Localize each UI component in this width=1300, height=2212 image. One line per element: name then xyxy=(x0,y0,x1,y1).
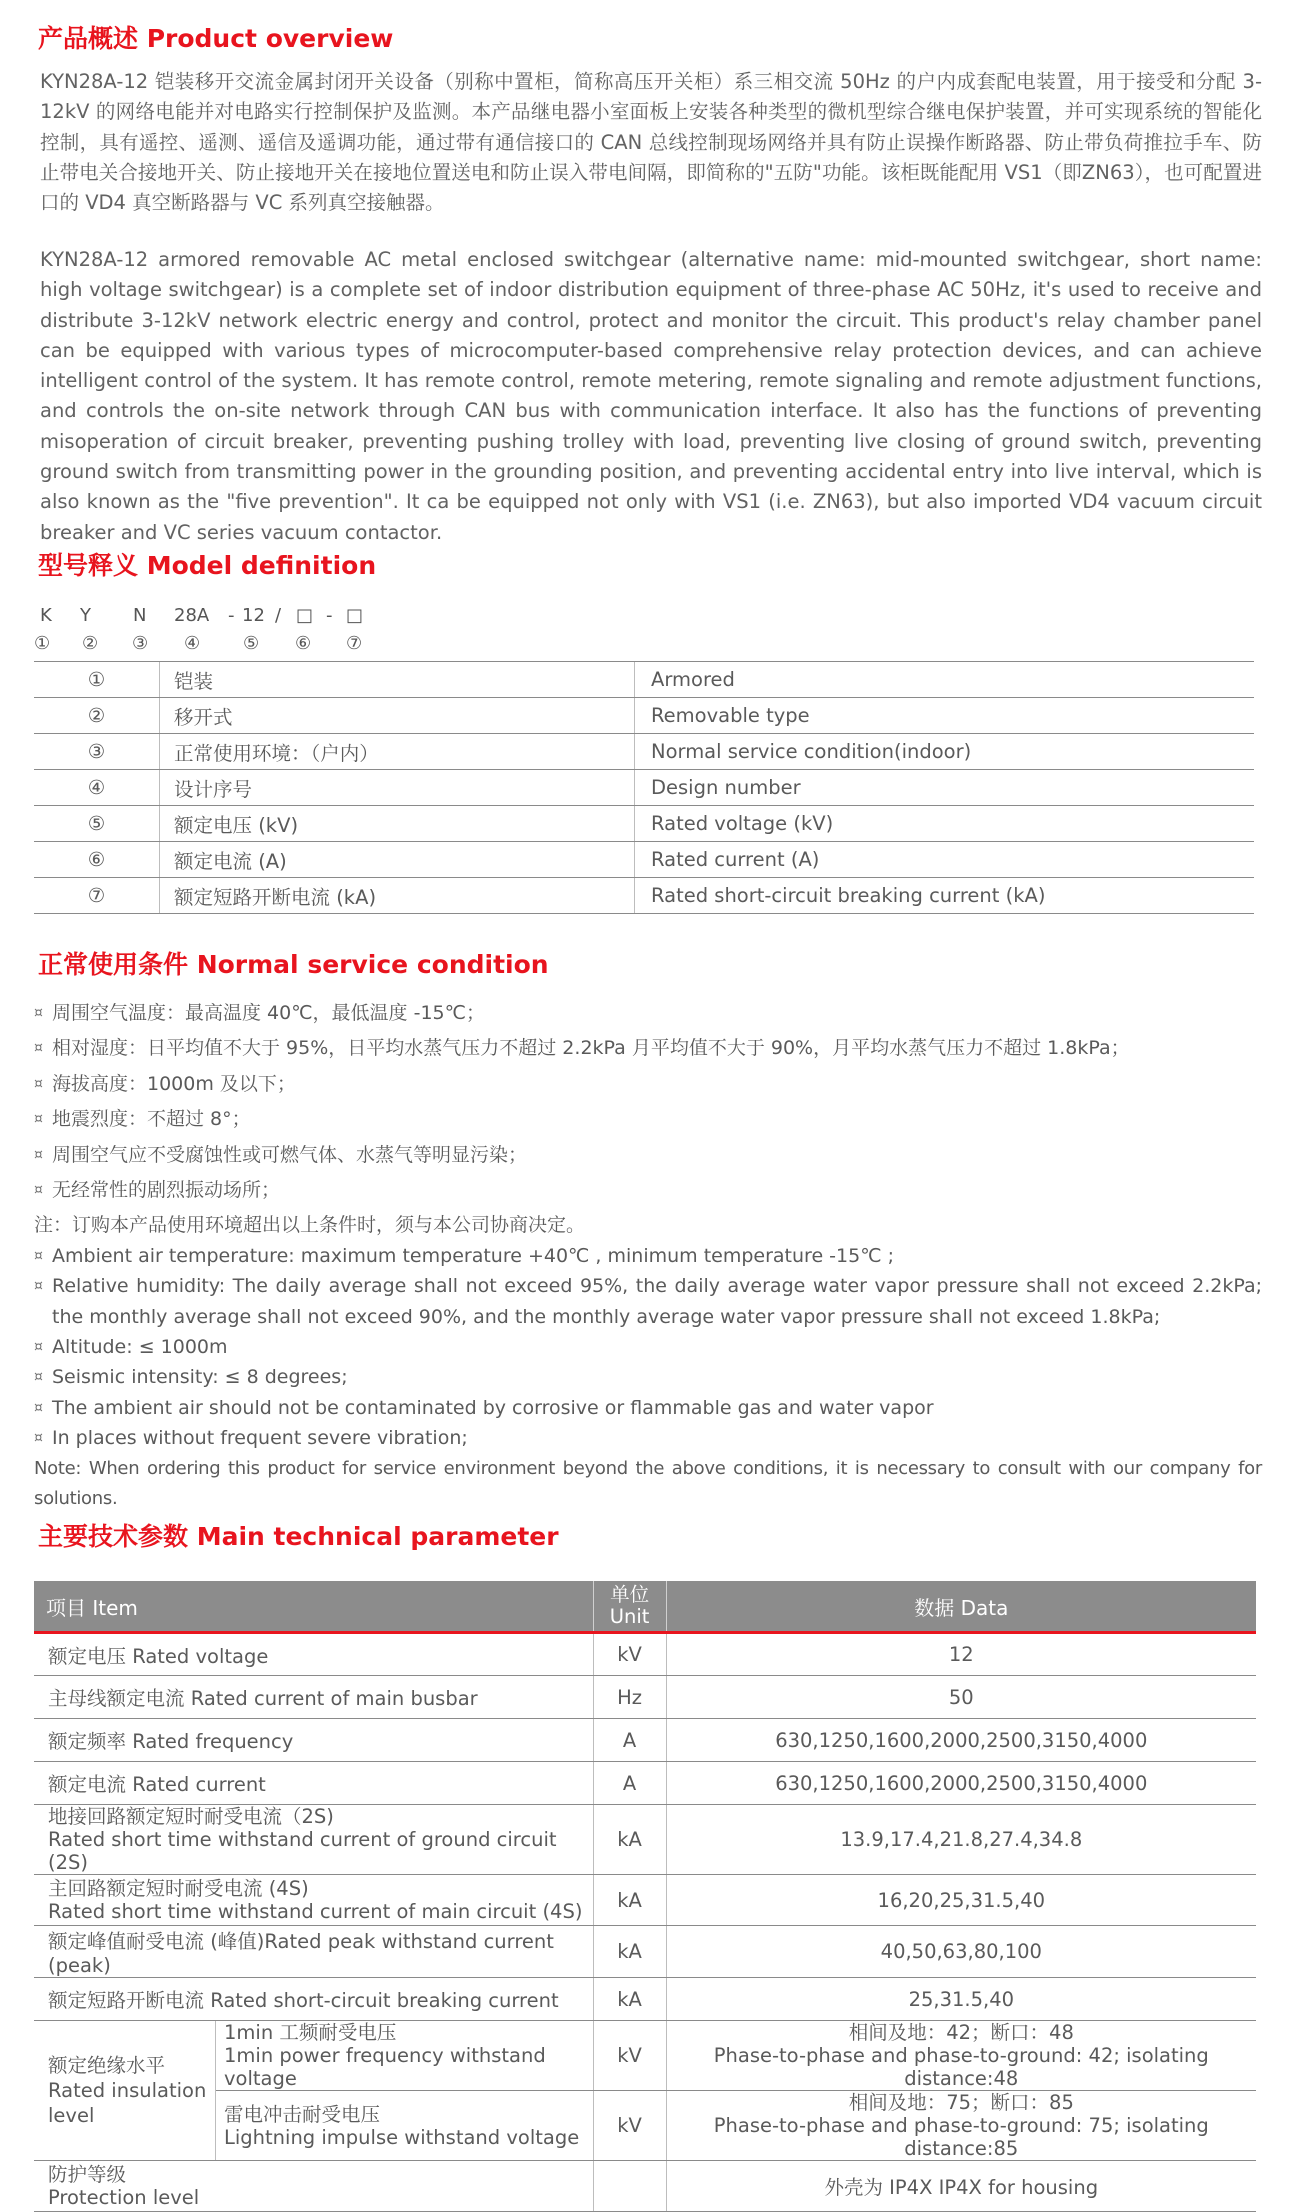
condition-text: The ambient air should not be contaminated by corrosive or flammable gas and water vapor xyxy=(52,1396,934,1419)
row-cn: 额定电压 (kV) xyxy=(160,806,635,841)
cell-unit: kA xyxy=(593,1926,666,1978)
bullet-icon: ¤ xyxy=(34,1339,43,1356)
table-row xyxy=(34,2021,1256,2091)
row-en: Design number xyxy=(651,776,801,799)
list-item xyxy=(34,1241,1262,1271)
code-part: □ xyxy=(296,605,314,626)
note-text: Note: When ordering this product for service environment beyond the above conditions, it is necessary to consult with our company for solutions. xyxy=(34,1457,1262,1510)
code-part: - xyxy=(228,605,235,626)
bullet-icon: ¤ xyxy=(34,1182,43,1199)
cell-data: 16,20,25,31.5,40 xyxy=(666,1875,1256,1926)
row-cn: 移开式 xyxy=(160,698,635,733)
header-data: 数据 Data xyxy=(666,1581,1256,1633)
overview-en-text: KYN28A-12 armored removable AC metal enclosed switchgear (alternative name: mid-mounted switchgear, short name: high voltage switchgear) is a complete set of indoor distribution equipment of three-phase AC 50Hz, it's used to receive and distribute 3-12kV network electric energy and control, protect and monitor the circuit. This product's relay chamber panel can be equipped with various types of microcomputer-based comprehensive relay protection devices, and can achieve intelligent control of the system. It has remote control, remote metering, remote signaling and remote adjustment functions, and controls the on-site network through CAN bus with communication interface. It also has the functions of preventing misoperation of circuit breaker, preventing pushing trolley with load, preventing live closing of ground switch, preventing ground switch from transmitting power in the grounding position, and preventing accidental entry into live interval, which is also known as the "five prevention". It ca be equipped not only with VS1 (i.e. ZN63), but also imported VD4 vacuum circuit breaker and VC series vacuum contactor. xyxy=(40,248,1262,544)
condition-note xyxy=(34,1210,1262,1240)
subitem-en: 1min power frequency withstand voltage xyxy=(224,2044,546,2090)
bullet-icon: ¤ xyxy=(34,1430,43,1447)
cell-data: 630,1250,1600,2000,2500,3150,4000 xyxy=(666,1719,1256,1762)
cell-item: 主母线额定电流 Rated current of main busbar xyxy=(34,1676,593,1719)
data-en: Phase-to-phase and phase-to-ground: 42; isolating distance:48 xyxy=(713,2044,1209,2090)
table-row xyxy=(34,1762,1256,1805)
cell-item: 额定电压 Rated voltage xyxy=(34,1633,593,1676)
table-row xyxy=(34,841,1254,877)
cell-item: 额定电流 Rated current xyxy=(34,1762,593,1805)
list-item xyxy=(34,1362,1262,1392)
cell-unit: kV xyxy=(593,2021,666,2091)
bullet-icon: ¤ xyxy=(34,1399,43,1416)
row-number: ② xyxy=(34,698,160,733)
header-item: 项目 Item xyxy=(34,1581,593,1633)
item-cn: 地接回路额定短时耐受电流（2S) xyxy=(48,1805,334,1828)
bullet-icon: ¤ xyxy=(34,1247,43,1264)
bullet-icon: ¤ xyxy=(34,1146,43,1163)
cell-data: 13.9,17.4,21.8,27.4,34.8 xyxy=(666,1805,1256,1875)
code-part: K xyxy=(40,605,52,626)
cell-data: 12 xyxy=(666,1633,1256,1676)
note-text: 注：订购本产品使用环境超出以上条件时，须与本公司协商决定。 xyxy=(34,1214,586,1237)
list-item xyxy=(34,1033,1262,1063)
cell-data: 50 xyxy=(666,1676,1256,1719)
code-part: □ xyxy=(346,605,364,626)
cell-data: 外壳为 IP4X IP4X for housing xyxy=(666,2161,1256,2212)
bullet-icon: ¤ xyxy=(34,1040,43,1057)
row-en: Rated voltage (kV) xyxy=(651,812,834,835)
condition-text: 相对湿度：日平均值不大于 95%，日平均水蒸气压力不超过 2.2kPa 月平均值不大于 90%，月平均水蒸气压力不超过 1.8kPa； xyxy=(52,1037,1130,1060)
condition-text: Seismic intensity: ≤ 8 degrees; xyxy=(52,1366,348,1389)
row-number: ④ xyxy=(34,770,160,805)
conditions-title: 正常使用条件 Normal service condition xyxy=(38,950,549,979)
row-cn: 额定电流 (A) xyxy=(160,842,635,877)
cell-item xyxy=(34,1805,593,1875)
condition-text: 海拔高度：1000m 及以下； xyxy=(52,1072,296,1095)
condition-text: Ambient air temperature: maximum temperature +40℃ , minimum temperature -15℃ ; xyxy=(52,1244,894,1267)
cell-data: 25,31.5,40 xyxy=(666,1978,1256,2021)
code-num: ⑤ xyxy=(243,633,260,654)
overview-title: 产品概述 Product overview xyxy=(38,24,394,53)
row-en: Removable type xyxy=(651,704,810,727)
row-number: ③ xyxy=(34,734,160,769)
row-en: Rated short-circuit breaking current (kA) xyxy=(651,884,1046,907)
table-row xyxy=(34,1926,1256,1978)
condition-text: 周围空气应不受腐蚀性或可燃气体、水蒸气等明显污染； xyxy=(52,1143,528,1166)
insulation-en-2: level xyxy=(48,2104,95,2127)
subitem-cn: 雷电冲击耐受电压 xyxy=(224,2102,381,2126)
code-part: 12 xyxy=(242,605,265,626)
table-header xyxy=(34,1581,1256,1633)
table-row xyxy=(34,661,1254,697)
code-num: ④ xyxy=(184,633,201,654)
list-item xyxy=(34,1104,1262,1134)
header-unit xyxy=(593,1581,666,1633)
row-en: Rated current (A) xyxy=(651,848,820,871)
overview-cn-text: KYN28A-12 铠装移开交流金属封闭开关设备（别称中置柜，简称高压开关柜）系三相交流 50Hz 的户内成套配电装置，用于接受和分配 3-12kV 的网络电能并对电路实行控制保护及监测。本产品继电器小室面板上安装各种类型的微机型综合继电保护装置，并可实现系统的智能化控制，具有遥控、遥测、遥信及遥调功能，通过带有通信接口的 CAN 总线控制现场网络并具有防止误操作断路器、防止带负荷推拉手车、防止带电关合接地开关、防止接地开关在接地位置送电和防止误入带电间隔，即简称的"五防"功能。该柜既能配用 VS1（即ZN63），也可配置进口的 VD4 真空断路器与 VC 系列真空接触器。 xyxy=(40,70,1262,215)
table-row xyxy=(34,769,1254,805)
condition-text: 周围空气温度：最高温度 40℃，最低温度 -15℃； xyxy=(52,1002,485,1024)
condition-note xyxy=(34,1454,1262,1515)
cell-insulation-label xyxy=(34,2021,216,2161)
data-cn: 相间及地：75；断口：85 xyxy=(848,2091,1074,2114)
row-en: Normal service condition(indoor) xyxy=(651,740,972,763)
condition-text: 无经常性的剧烈振动场所； xyxy=(52,1179,281,1202)
code-num: ① xyxy=(34,633,51,654)
cell-unit xyxy=(593,2161,666,2212)
table-row xyxy=(34,877,1254,914)
data-en: Phase-to-phase and phase-to-ground: 75; isolating distance:85 xyxy=(713,2114,1209,2160)
bullet-icon: ¤ xyxy=(34,1111,43,1128)
cell-item xyxy=(34,1875,593,1926)
list-item xyxy=(34,1423,1262,1453)
cell-data: 40,50,63,80,100 xyxy=(666,1926,1256,1978)
cell-item: 额定频率 Rated frequency xyxy=(34,1719,593,1762)
table-row xyxy=(34,733,1254,769)
row-number: ⑦ xyxy=(34,878,160,913)
table-row xyxy=(34,805,1254,841)
cell-unit: Hz xyxy=(593,1676,666,1719)
table-row xyxy=(34,2091,1256,2161)
cell-subitem xyxy=(216,2021,594,2091)
list-item xyxy=(34,1175,1262,1205)
table-row xyxy=(34,2161,1256,2212)
cell-item: 额定峰值耐受电流 (峰值)Rated peak withstand current (peak) xyxy=(34,1926,593,1978)
subitem-en: Lightning impulse withstand voltage xyxy=(224,2125,580,2149)
item-cn: 主回路额定短时耐受电流 (4S) xyxy=(48,1877,309,1900)
code-part: Y xyxy=(80,605,91,626)
row-en: Armored xyxy=(651,668,735,691)
table-row xyxy=(34,1978,1256,2021)
bullet-icon: ¤ xyxy=(34,1005,43,1021)
condition-text: Altitude: ≤ 1000m xyxy=(52,1336,228,1359)
cell-data: 630,1250,1600,2000,2500,3150,4000 xyxy=(666,1762,1256,1805)
row-cn: 铠装 xyxy=(160,662,635,697)
row-cn: 设计序号 xyxy=(160,770,635,805)
conditions-list xyxy=(34,998,1262,1515)
header-unit-cn: 单位 xyxy=(610,1583,650,1606)
code-num: ② xyxy=(82,633,99,654)
row-cn: 正常使用环境：（户内） xyxy=(160,734,635,769)
table-row xyxy=(34,1676,1256,1719)
condition-text: 地震烈度：不超过 8°； xyxy=(52,1108,251,1131)
condition-text: Relative humidity: The daily average shall not exceed 95%, the daily average water vapor pressure shall not exceed 2.2kPa; the monthly average shall not exceed 90%, and the monthly average water vapor pressure shall not exceed 1.8kPa; xyxy=(52,1275,1262,1328)
cell-item xyxy=(34,2161,593,2212)
code-part: N xyxy=(133,605,147,626)
tech-parameter-table xyxy=(34,1581,1256,2212)
item-en: Protection level xyxy=(48,2186,200,2209)
bullet-icon: ¤ xyxy=(34,1369,43,1386)
cell-subitem xyxy=(216,2091,594,2161)
code-num: ③ xyxy=(132,633,149,654)
insulation-en: Rated insulation xyxy=(48,2079,207,2102)
list-item xyxy=(34,1332,1262,1362)
item-en: Rated short time withstand current of main circuit (4S) xyxy=(48,1900,583,1923)
row-number: ① xyxy=(34,662,160,697)
insulation-cn: 额定绝缘水平 xyxy=(48,2054,166,2077)
code-part: / xyxy=(275,605,282,626)
condition-text: In places without frequent severe vibration; xyxy=(52,1427,468,1450)
cell-unit: A xyxy=(593,1762,666,1805)
table-row xyxy=(34,1875,1256,1926)
table-row xyxy=(34,697,1254,733)
bullet-icon: ¤ xyxy=(34,1278,43,1295)
bullet-icon: ¤ xyxy=(34,1075,43,1092)
row-number: ⑥ xyxy=(34,842,160,877)
cell-unit: kA xyxy=(593,1875,666,1926)
list-item xyxy=(34,1140,1262,1170)
cell-unit: kV xyxy=(593,1633,666,1676)
row-number: ⑤ xyxy=(34,806,160,841)
code-num: ⑥ xyxy=(295,633,312,654)
data-cn: 相间及地：42；断口：48 xyxy=(848,2021,1074,2044)
cell-data xyxy=(666,2021,1256,2091)
list-item xyxy=(34,1069,1262,1099)
subitem-cn: 1min 工频耐受电压 xyxy=(224,2021,397,2044)
cell-unit: kA xyxy=(593,1805,666,1875)
row-cn: 额定短路开断电流 (kA) xyxy=(160,878,635,913)
table-row xyxy=(34,1633,1256,1676)
table-row xyxy=(34,1719,1256,1762)
tech-title: 主要技术参数 Main technical parameter xyxy=(38,1522,559,1551)
header-unit-en: Unit xyxy=(609,1605,650,1628)
list-item xyxy=(34,998,1262,1028)
model-title: 型号释义 Model definition xyxy=(38,551,377,580)
item-en: Rated short time withstand current of ground circuit (2S) xyxy=(48,1828,557,1874)
code-part: 28A xyxy=(174,605,210,626)
list-item xyxy=(34,1393,1262,1423)
list-item xyxy=(34,1271,1262,1332)
item-cn: 防护等级 xyxy=(48,2163,127,2186)
cell-item: 额定短路开断电流 Rated short-circuit breaking current xyxy=(34,1978,593,2021)
model-definition-table xyxy=(34,661,1254,914)
table-row xyxy=(34,1805,1256,1875)
code-part: - xyxy=(326,605,333,626)
cell-unit: kA xyxy=(593,1978,666,2021)
code-num: ⑦ xyxy=(346,633,363,654)
cell-data xyxy=(666,2091,1256,2161)
cell-unit: A xyxy=(593,1719,666,1762)
cell-unit: kV xyxy=(593,2091,666,2161)
